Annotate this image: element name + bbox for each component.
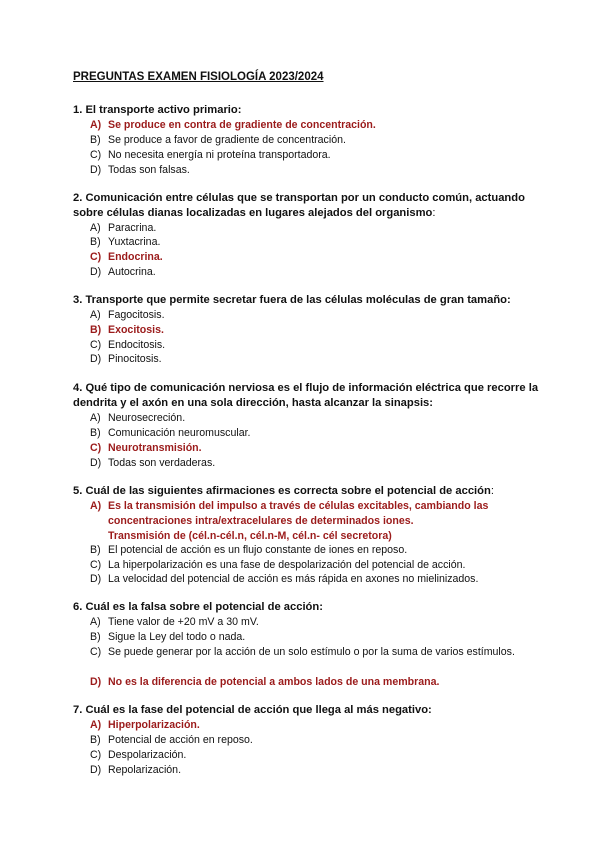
question-6: 6. Cuál es la falsa sobre el potencial de acción: bbox=[73, 601, 323, 613]
option-letter: B) bbox=[90, 236, 101, 248]
option-text: Se produce a favor de gradiente de concentración. bbox=[108, 134, 346, 146]
option-text: Autocrina. bbox=[108, 266, 156, 278]
q3-option-c bbox=[90, 338, 540, 353]
option-text: No necesita energía ni proteína transportadora. bbox=[108, 149, 331, 161]
option-text: Yuxtacrina. bbox=[108, 236, 161, 248]
q5-option-a bbox=[90, 499, 540, 543]
q7-option-b bbox=[90, 733, 540, 748]
option-text: Fagocitosis. bbox=[108, 309, 165, 321]
option-text: Paracrina. bbox=[108, 222, 157, 234]
option-text: Tiene valor de +20 mV a 30 mV. bbox=[108, 616, 259, 628]
option-text: Endocrina. bbox=[108, 251, 163, 263]
option-text: Neurosecreción. bbox=[108, 412, 186, 424]
option-letter: A) bbox=[90, 222, 101, 234]
option-letter: D) bbox=[90, 676, 102, 688]
q5-option-c bbox=[90, 558, 540, 573]
option-letter: D) bbox=[90, 266, 102, 278]
option-text: Es la transmisión del impulso a través de células excitables, cambiando las concentraciones intra/extracelulares de determinados iones. bbox=[108, 500, 489, 527]
option-text: Exocitosis. bbox=[108, 324, 164, 336]
q3-option-b bbox=[90, 323, 540, 338]
question-5-colon: : bbox=[490, 485, 494, 497]
option-letter: C) bbox=[90, 442, 102, 454]
option-letter: C) bbox=[90, 559, 102, 571]
option-letter: D) bbox=[90, 573, 102, 585]
q3-option-d bbox=[90, 352, 540, 367]
option-text: Endocitosis. bbox=[108, 339, 166, 351]
question-1: 1. El transporte activo primario: bbox=[73, 104, 242, 116]
option-letter: C) bbox=[90, 646, 102, 658]
option-letter: B) bbox=[90, 134, 101, 146]
option-letter: A) bbox=[90, 616, 101, 628]
question-5-text: 5. Cuál de las siguientes afirmaciones es correcta sobre el potencial de acción bbox=[73, 485, 491, 497]
question-5 bbox=[73, 484, 543, 499]
question-2-text: 2. Comunicación entre células que se transportan por un conducto común, actuando sobre células dianas localizadas en lugares alejados del organismo bbox=[73, 192, 525, 219]
q7-option-d bbox=[90, 763, 540, 778]
q4-option-a bbox=[90, 411, 540, 426]
option-letter: C) bbox=[90, 749, 102, 761]
question-2 bbox=[73, 191, 543, 221]
question-2-colon: : bbox=[432, 207, 436, 219]
q6-option-b bbox=[90, 630, 540, 645]
q4-option-b bbox=[90, 426, 540, 441]
q6-option-a bbox=[90, 615, 540, 630]
q1-option-b bbox=[90, 133, 540, 148]
option-text: Se produce en contra de gradiente de concentración. bbox=[108, 119, 376, 131]
option-text: La velocidad del potencial de acción es más rápida en axones no mielinizados. bbox=[108, 573, 479, 585]
q5-option-b bbox=[90, 543, 540, 558]
option-letter: A) bbox=[90, 412, 101, 424]
option-letter: D) bbox=[90, 164, 102, 176]
q2-option-b bbox=[90, 235, 540, 250]
q6-option-d bbox=[90, 675, 540, 690]
option-note: Transmisión de (cél.n-cél.n, cél.n-M, cél.n- cél secretora) bbox=[108, 529, 392, 542]
option-letter: A) bbox=[90, 119, 102, 131]
q3-option-a bbox=[90, 308, 540, 323]
option-text: Pinocitosis. bbox=[108, 353, 162, 365]
q2-option-c bbox=[90, 250, 540, 265]
option-text: No es la diferencia de potencial a ambos lados de una membrana. bbox=[108, 676, 440, 688]
q2-option-d bbox=[90, 265, 540, 280]
option-text: Todas son verdaderas. bbox=[108, 457, 216, 469]
option-text: Comunicación neuromuscular. bbox=[108, 427, 251, 439]
option-text: Sigue la Ley del todo o nada. bbox=[108, 631, 246, 643]
option-text: La hiperpolarización es una fase de despolarización del potencial de acción. bbox=[108, 559, 466, 571]
option-letter: B) bbox=[90, 631, 101, 643]
option-text: El potencial de acción es un flujo constante de iones en reposo. bbox=[108, 544, 408, 556]
option-letter: B) bbox=[90, 734, 101, 746]
option-letter: C) bbox=[90, 339, 102, 351]
q2-option-a bbox=[90, 221, 540, 236]
option-text: Neurotransmisión. bbox=[108, 442, 202, 454]
page-title: PREGUNTAS EXAMEN FISIOLOGÍA 2023/2024 bbox=[73, 71, 324, 83]
option-text: Se puede generar por la acción de un solo estímulo o por la suma de varios estímulos. bbox=[108, 646, 515, 658]
option-letter: D) bbox=[90, 764, 102, 776]
q7-option-c bbox=[90, 748, 540, 763]
option-letter: D) bbox=[90, 457, 102, 469]
option-letter: A) bbox=[90, 719, 102, 731]
option-text: Potencial de acción en reposo. bbox=[108, 734, 253, 746]
option-text: Hiperpolarización. bbox=[108, 719, 200, 731]
q4-option-d bbox=[90, 456, 540, 471]
option-letter: A) bbox=[90, 500, 102, 512]
option-text: Despolarización. bbox=[108, 749, 187, 761]
q7-option-a bbox=[90, 718, 540, 733]
option-letter: B) bbox=[90, 544, 101, 556]
q6-option-c bbox=[90, 645, 540, 660]
q1-option-a bbox=[90, 118, 540, 133]
q4-option-c bbox=[90, 441, 540, 456]
q5-option-d bbox=[90, 572, 540, 587]
option-text: Repolarización. bbox=[108, 764, 182, 776]
q1-option-c bbox=[90, 148, 540, 163]
option-letter: B) bbox=[90, 427, 101, 439]
option-letter: D) bbox=[90, 353, 102, 365]
option-letter: B) bbox=[90, 324, 102, 336]
question-3: 3. Transporte que permite secretar fuera de las células moléculas de gran tamaño: bbox=[73, 294, 511, 306]
option-letter: C) bbox=[90, 251, 102, 263]
question-7: 7. Cuál es la fase del potencial de acción que llega al más negativo: bbox=[73, 704, 432, 716]
q1-option-d bbox=[90, 163, 540, 178]
question-4: 4. Qué tipo de comunicación nerviosa es el flujo de información eléctrica que recorre la dendrita y el axón en una sola dirección, hasta alcanzar la sinapsis: bbox=[73, 382, 539, 409]
option-letter: A) bbox=[90, 309, 101, 321]
option-text: Todas son falsas. bbox=[108, 164, 190, 176]
option-letter: C) bbox=[90, 149, 102, 161]
